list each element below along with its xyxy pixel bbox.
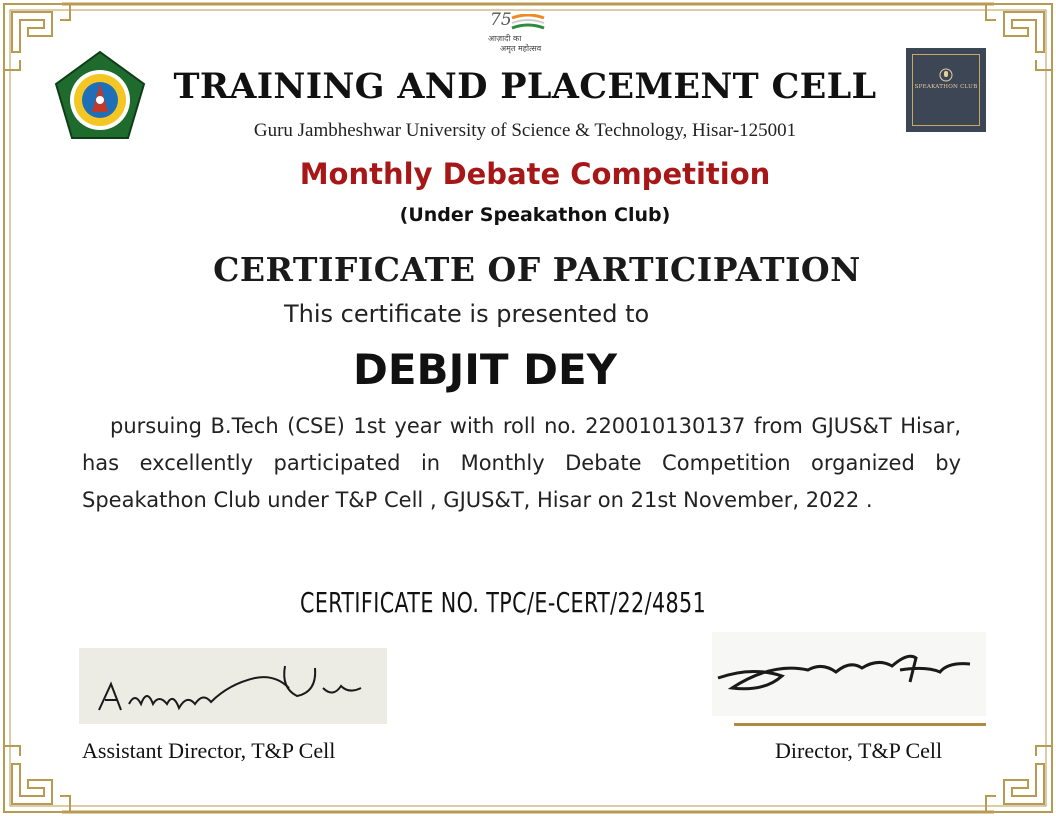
university-logo — [52, 50, 148, 146]
event-club: (Under Speakathon Club) — [399, 204, 671, 226]
director-signature — [712, 632, 986, 716]
director-title: Director, T&P Cell — [775, 738, 943, 763]
emblem-number: 75 — [490, 10, 512, 30]
emblem-line2: अमृत महोत्सव — [500, 44, 542, 53]
emblem-line1: आज़ादी का — [488, 34, 522, 43]
certificate-heading: CERTIFICATE OF PARTICIPATION — [213, 250, 861, 289]
corner-ornament-bottom-left — [4, 746, 70, 812]
certificate-number: CERTIFICATE NO. TPC/E-CERT/22/4851 — [300, 586, 707, 619]
club-logo-label: SPEAKATHON CLUB — [914, 84, 978, 90]
event-name: Monthly Debate Competition — [299, 157, 771, 191]
tricolor-icon — [510, 14, 546, 30]
assistant-director-signature — [79, 648, 387, 724]
microphone-icon — [939, 68, 953, 82]
recipient-name: DEBJIT DEY — [353, 345, 618, 394]
corner-ornament-top-right — [986, 4, 1052, 70]
university-name: Guru Jambheshwar University of Science & Technology, Hisar-125001 — [253, 120, 797, 141]
corner-ornament-bottom-right — [986, 746, 1052, 812]
speakathon-club-logo — [906, 48, 986, 132]
page-title: TRAINING AND PLACEMENT CELL — [173, 66, 877, 107]
presented-to-text: This certificate is presented to — [284, 300, 650, 328]
signature-line — [734, 723, 986, 726]
assistant-director-title: Assistant Director, T&P Cell — [82, 738, 336, 763]
certificate-body: pursuing B.Tech (CSE) 1st year with roll no. 220010130137 from GJUS&T Hisar, has excellently participated in Monthly Debate Competition organized by Speakathon Club under T&P Cell , GJUS&T, Hisar on 21st November, 2022 . — [82, 414, 961, 512]
azadi-emblem — [482, 8, 552, 54]
